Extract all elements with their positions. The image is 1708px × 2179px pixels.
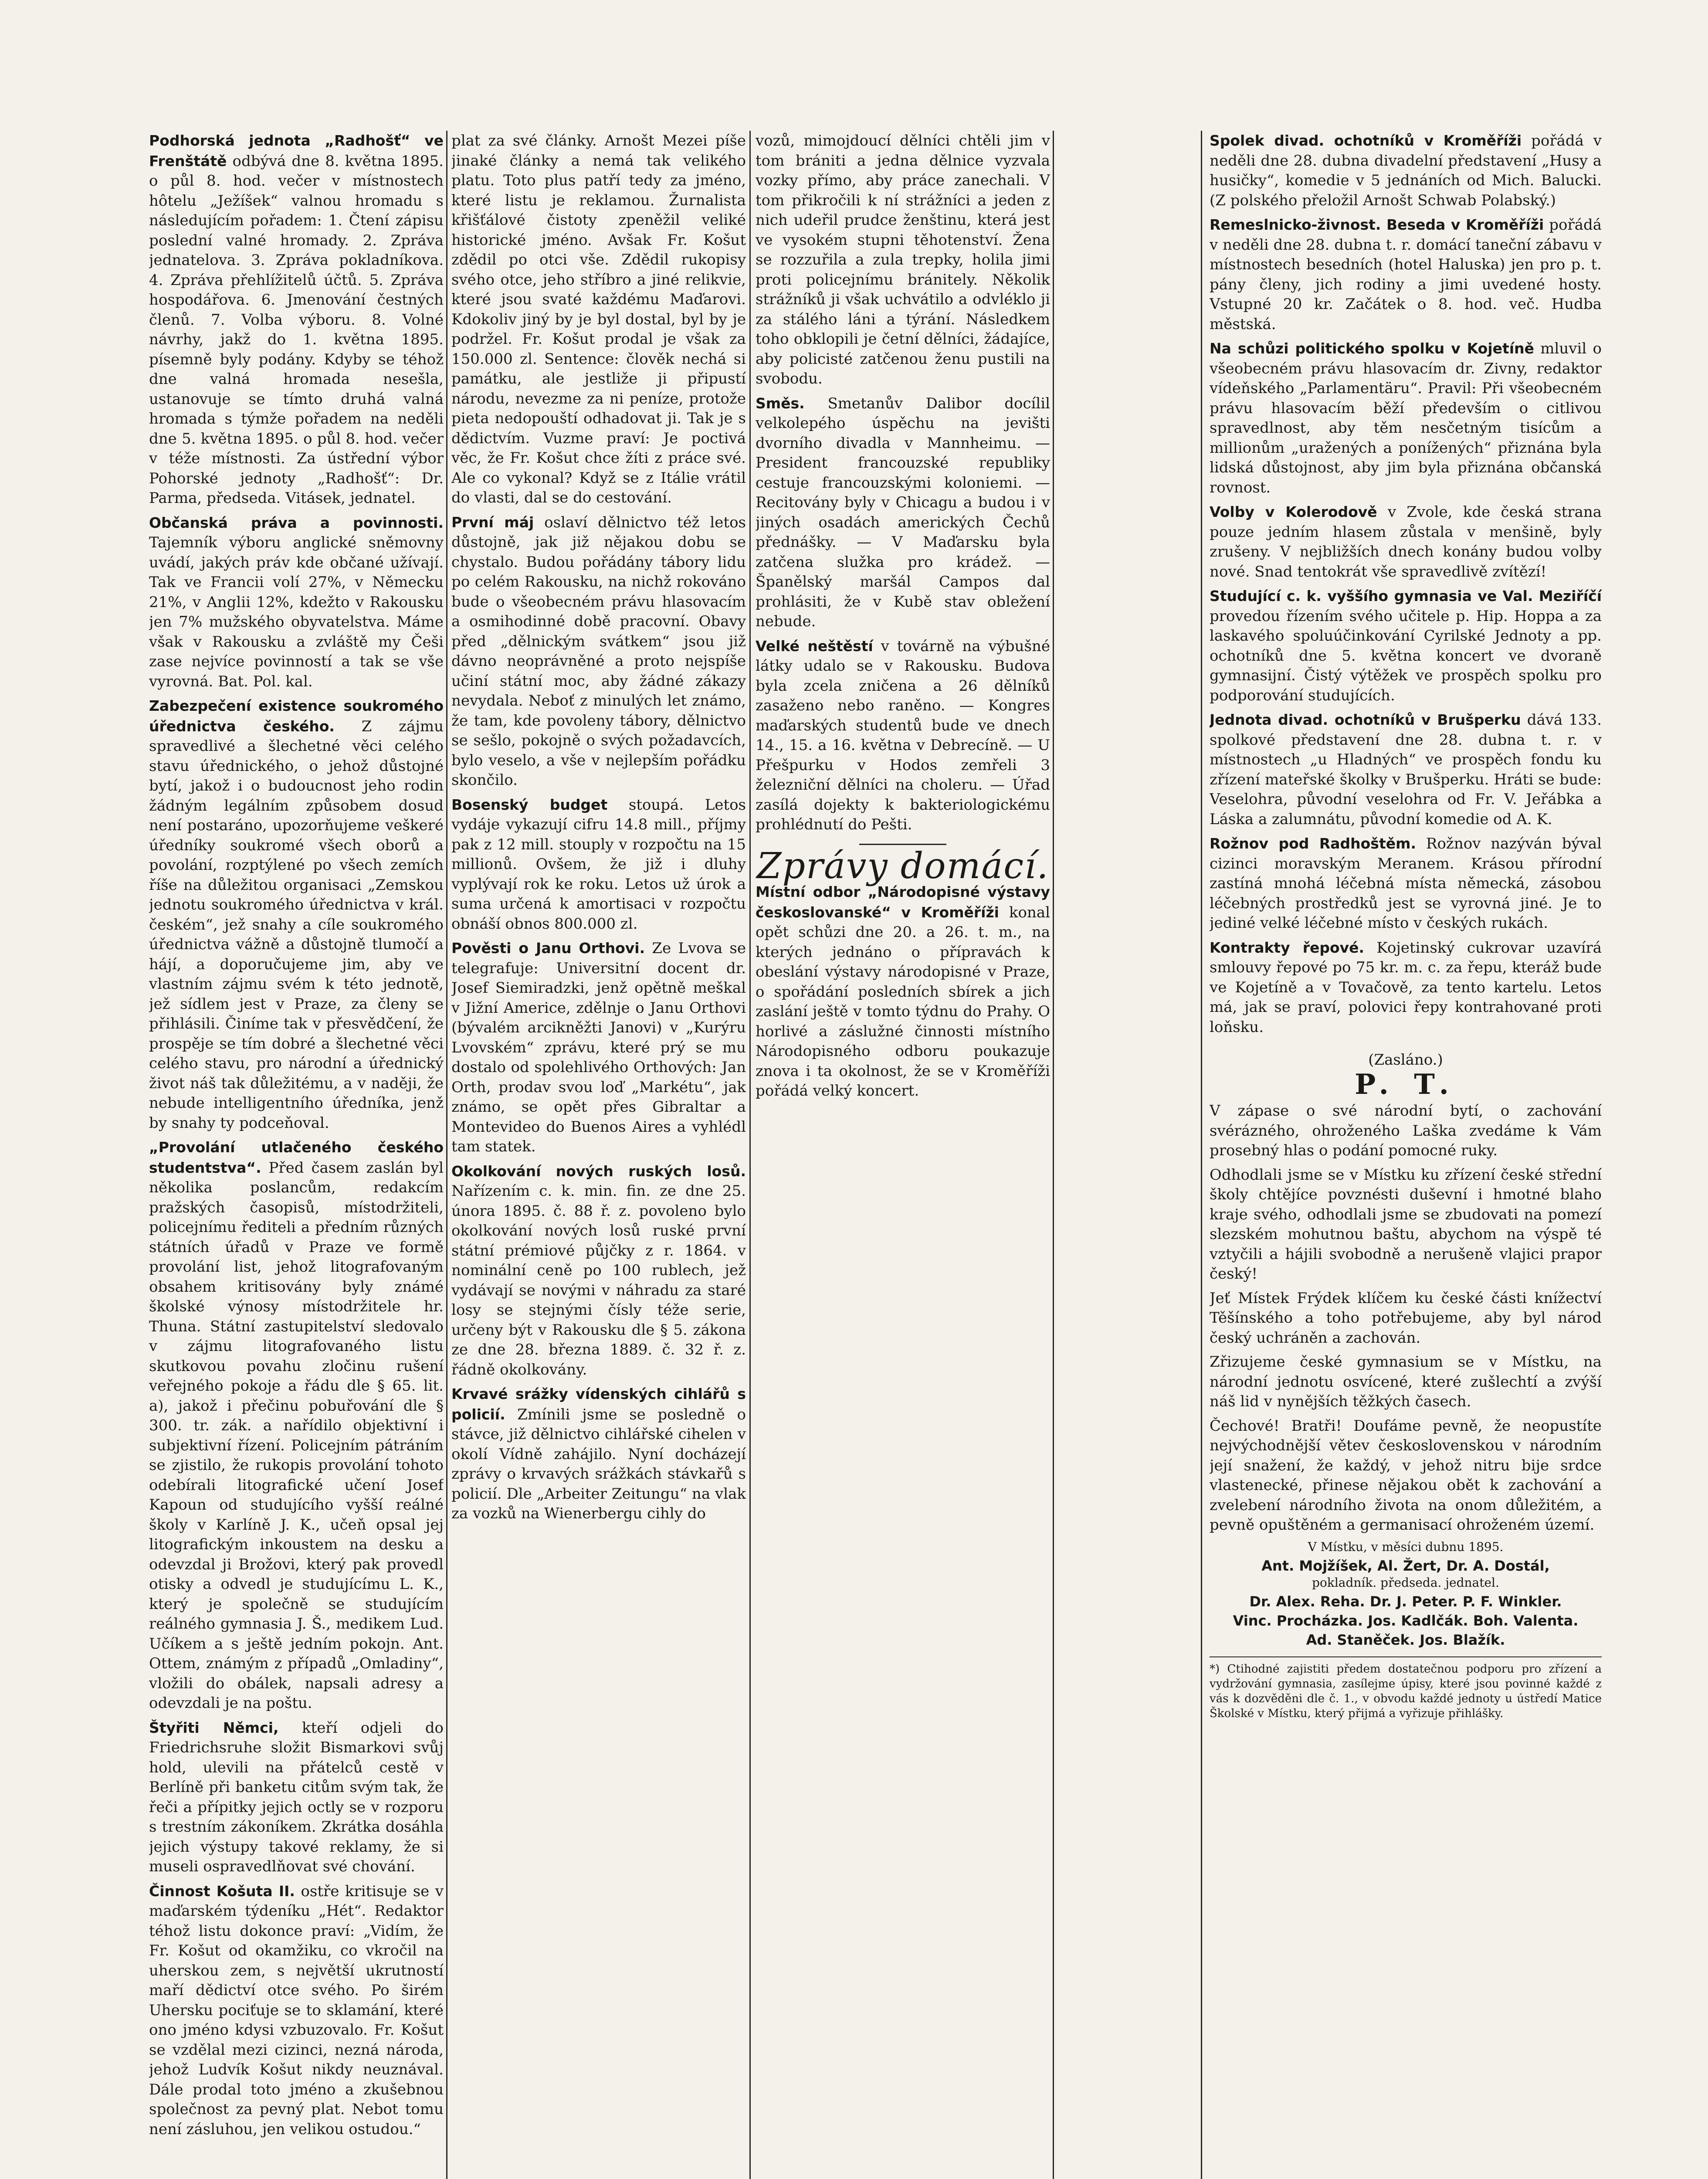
article-heading: Pověsti o Janu Orthovi. [451, 940, 645, 957]
zaslano-paragraph: V zápase o své národní bytí, o zachování svérázného, ohroženého Laška zvedáme k Vám prosebný hlas o podání pomocné ruky. [1210, 1102, 1602, 1159]
article-nestesti [756, 636, 1050, 835]
article-body: Nařízením c. k. min. fin. ze dne 25. února 1895. č. 88 ř. z. povoleno bylo okolkování nových losů ruské první státní prémiové půjčky z r. 1864. v nominální ceně po 100 rublech, jež vydávají se novými v náhradu za staré losy se stejnými čísly téže serie, určeny být v Rakousku dle § 5. zákona ze dne 28. března 1889. č. 32 ř. z. řádně okolkovány. [451, 1182, 746, 1378]
article-heading: Podhorská jednota „Radhošť“ ve Frenštátě [149, 132, 444, 170]
article-bosensky-budget [451, 795, 746, 934]
article-body: ostře kritisuje se v maďarském týdeníku „Hét“. Redaktor téhož listu dokonce praví: „Vidím, že Fr. Košut od okamžiku, co vkročil na uherskou zem, s největší ukrutností maří dědictví otce svého. Po širém Uhersku pociťuje se to sklamání, které ono jméno kdysi vzbuzovalo. Fr. Košut se vzdělal mezi cizinci, nezná národa, jehož Ludvík Košut nikdy neuznával. Dále prodal toto jméno a zkušebnou společnost za pevný plat. Nebot tomu není zásluhou, jen velikou ostudou.“ [149, 1882, 444, 2138]
signer-roles: pokladník. předseda. jednatel. [1312, 1575, 1499, 1590]
zaslano-paragraph: Zřizujeme české gymnasium se v Místku, na národní jednotu osvícené, které zušlechtí a zvýší náš lid v nynějších těžkých časech. [1210, 1353, 1602, 1410]
article-heading: Štyřiti Němci, [149, 1719, 279, 1736]
article-narodopisna-vystava [756, 882, 1050, 1101]
section-divider [859, 844, 946, 845]
article-body: odbývá dne 8. května 1895. o půl 8. hod. večer v místnostech hôtelu „Ježíšek“ valnou hromadu s následujícím pořadem: 1. Čtení zápisu poslední valné hromady. 2. Zpráva jednatelova. 3. Zpráva pokladníkova. 4. Zpráva přehlížitelů účtů. 5. Zpráva hospodářova. 6. Jmenování čestných členů. 7. Volba výboru. 8. Volné návrhy, jakž do 1. května 1895. písemně byly podány. Kdyby se téhož dne valná hromada nesešla, ustanovuje se tímto druhá valná hromada s týmže pořadem na neděli dne 5. května 1895. o půl 8. hod. večer v téže místnosti. Za ústřední výbor Pohorské jednoty „Radhošť“: Dr. Parma, předseda. Vitásek, jednatel. [149, 152, 444, 507]
article-heading: Kontrakty řepové. [1210, 939, 1365, 956]
article-studentstvo [149, 1137, 444, 1714]
column-4 [1210, 131, 1602, 2179]
article-nemci [149, 1718, 444, 1877]
article-body: Ze Lvova se telegrafuje: Universitní docent dr. Josef Siemiradzki, jenž opětně meškal v Jižní Americe, zdělnje o Janu Orthovi (bývalém arcikněžti Janovi) v „Kurýru Lvovském“ zprávu, které prý se mu dostalo od spolehlivého Orthových: Jan Orth, prodav svou loď „Markétu“, jak známo, se opět přes Gibraltar a Montevideo do Buenos Aires a vyhlédl tam statek. [451, 940, 746, 1155]
article-heading: Rožnov pod Radhoštěm. [1210, 835, 1417, 852]
article-prvni-maj [451, 513, 746, 791]
article-body: Před časem zaslán byl několika poslancům, redakcím pražských časopisů, místodržiteli, policejnímu řediteli a předním různých státních úřadů v Praze ve formě provolání list, jehož litografovaným obsahem kritisovány byly známé školské výnosy místodržitele hr. Thuna. Státní zastupitelství sledovalo v zájmu litografovaného listu skutkovou povahu zločinu rušení veřejného pokoje a řádu dle § 65. lit. a), jakož i přečinu pobuřování dle § 300. tr. zák. a nařídilo objektivní i subjektivní řízení. Policejním pátráním se zjistilo, že rukopis provolání tohoto odebírali litografické učení Josef Kapoun od studujícího vyšší reálné školy v Karlíně J. K., učeň opsal jej litografickým inkoustem na desku a odevzdal ji Brožovi, který pak provedl otisky a odvedl je studujícímu L. K., který je společně se studujícím reálného gymnasia J. Š., medikem Lud. Učíkem a s ještě jedním pokojn. Ant. Ottem, známým z případů „Omladiny“, vložili do obálek, napsali adresy a odevzdali je na poštu. [149, 1159, 444, 1712]
article-body: dává 133. spolkové představení dne 28. dubna t. r. v místnostech „u Hladných“ ve prospěch fondu ku zřízení mateřské školky v Brušperku. Hráti se bude: Veselohra, původní veselohra od Fr. V. Jeřábka a Láska a zalumnátu, původní komedie od A. K. [1210, 711, 1602, 828]
zaslano-place-date: V Místku, v měsíci dubnu 1895. [1308, 1539, 1504, 1554]
column-1 [149, 131, 444, 2179]
article-body: Tajemník výboru anglické sněmovny uvádí, jakých práv kde občané užívají. Tak ve Francii volí 27%, v Německu 21%, v Anglii 12%, kdežto v Rakousku jen 7% mužského obyvatelstva. Máme však v Rakousku a zvláště my Češi zase nejvíce povinností a tak se vše vyrovná. Bat. Pol. kal. [149, 534, 444, 690]
signer-line: Vinc. Procházka. Jos. Kadlčák. Boh. Valenta. [1233, 1612, 1579, 1629]
article-body: v továrně na výbušné látky udalo se v Rakousku. Budova byla zcela zničena a 26 dělníků zasaženo nebo raněno. — Kongres maďarských studentů bude ve dnech 14., 15. a 16. května v Debrecíně. — U Přešpurku v Hodos zemřeli 3 železniční dělníci na choleru. — Úřad zasílá dojekty k bakteriologickému prohlédnutí do Pešti. [756, 637, 1050, 833]
article-gymnasium-val-mezirici [1210, 586, 1602, 706]
column-rule [749, 131, 751, 2179]
article-heading: První máj [451, 513, 534, 531]
zaslano-label: (Zasláno.) [1368, 1051, 1443, 1069]
article-body: Kojetinský cukrovar uzavírá smlouvy řepové po 75 kr. m. c. za řepu, kteráž bude ve Kojetíně a v Tovačově, za tento kartelu. Letos má, jak se praví, polovici řepy kontrahované proti loňsku. [1210, 939, 1602, 1036]
article-heading: Jednota divad. ochotníků v Brušperku [1210, 711, 1521, 728]
article-body: Z zájmu spravedlivé a šlechetné věci celého stavu úřednického, o jehož důstojné bytí, jakož i o budoucnost jeho rodin žádným legálním způsobem dosud není postaráno, upozorňujeme veškeré úředníky soukromé všech oborů a povolání, rozptýlené po všech zemích říše na důležitou organisaci „Zemskou jednotu soukromého úřednictva v král. českém“, jež snahy a cíle soukromého úřednictva vážně a důstojně tlumočí a hájí, a doporučujeme jim, aby ve vlastním zájmu svém k této jednotě, jež sídlem jest v Praze, za členy se přihlásili. Činíme tak v přesvědčení, že prospěje se tím dobré a šlechetné věci celého stavu, pro národní a úřednický život náš tak důležitému, a v naději, že nebude intelligentního úředníka, jenž by snahy ty podceňoval. [149, 717, 444, 1132]
column-rule [1201, 131, 1202, 2179]
article-body: pořádá v neděli dne 28. dubna t. r. domácí taneční zábavu v místnostech besedních (hotel Haluska) jen pro p. t. pány členy, jich rodiny a jimi uvedené hosty. Vstupné 20 kr. Začátek o 8. hod. več. Hudba městská. [1210, 216, 1602, 333]
article-orth [451, 938, 746, 1157]
article-heading: Remeslnicko-živnost. Beseda v Kroměříži [1210, 216, 1544, 233]
article-body: vozů, mimojdoucí dělníci chtěli jim v tom brániti a jedna dělnice vyzvala vozky přímo, aby práce zanechali. V tom přikročili k ní strážníci a jeden z nich udeřil prudce ženštinu, která jest ve vysokém stupni těhotenství. Žena se rozzuřila a zula trepky, holila jimi proti policejnímu bránitely. Několik strážníků ji však uchvátilo a odvléklo ji za stálého láni a týrání. Následkem toho obklopili je četní dělníci, žádajíce, aby policisté zatčenou ženu pustili na svobodu. [756, 132, 1050, 387]
signer-line: Ad. Staněček. Jos. Blažík. [1306, 1631, 1505, 1648]
article-heading: Okolkování nových ruských losů. [451, 1162, 746, 1180]
article-heading: Zabezpečení existence soukromého úřednictva českého. [149, 697, 444, 735]
article-heading: Směs. [756, 394, 805, 412]
article-body: konal opět schůzi dne 20. a 26. t. m., na kterých jednáno o přípravách k obeslání výstavy národopisné v Praze, o spořádání posledních sbírek a jich zaslání ještě v tomto týdnu do Prahy. O horlivé a záslužné činnosti místního Národopisného odboru poukazuje znova i ta okolnost, že se v Kroměříži pořádá velký koncert. [756, 903, 1050, 1100]
signer-line: Ant. Mojžíšek, Al. Žert, Dr. A. Dostál, [1261, 1557, 1550, 1574]
section-heading-zpravy: Zprávy domácí. [756, 845, 1049, 887]
article-heading: Na schůzi politického spolku v Kojetíně [1210, 340, 1535, 357]
column-2 [451, 131, 746, 2179]
article-body: mluvil o všeobecném právu hlasovacím dr. Zivny, redaktor vídeňského „Parlamentäru“. Pravil: Při všeobecném právu hlasovacím běží především o citlivou spravedlnost, aby těm nesčetným tisícům a millionům „uražených a ponížených“ přiznána byla lidská důstojnost, aby jim byla přiznána občanská rovnost. [1210, 340, 1602, 496]
article-heading: Krvavé srážky vídenských cihlářů s policií. [451, 1385, 746, 1423]
signer-line: Dr. Alex. Reha. Dr. J. Peter. P. F. Winkler. [1249, 1593, 1562, 1610]
article-body: pořádá v neděli dne 28. dubna divadelní představení „Husy a husičky“, komedie v 5 jednáních od Mich. Balucki. (Z polského přeložil Arnošt Schwab Polabský.) [1210, 132, 1602, 209]
column-rule [1053, 131, 1054, 2179]
footnote: *) Ctihodné zajistiti předem dostatečnou podporu pro zřízení a vydržování gymnasia, zasílejme úpisy, které jsou povinné každé z vás k dozvěděni dle č. 1., v obvodu každé jednoty u ústředí Matice Školské v Místku, který přijmá a vyřizuje přihlášky. [1210, 1656, 1602, 1721]
article-smes [756, 394, 1050, 632]
zaslano-paragraph: Čechové! Bratři! Doufáme pevně, že neopustíte nejvýchodnější větev československou v národním její snažení, že každý, v jehož nitru bije srdce vlastenecké, přinese nějakou obět k zachování a zvelebení národního života na onom důležitém, a pevně opuštěném a germanisací ohroženém území. [1210, 1417, 1602, 1534]
article-body: plat za své články. Arnošt Mezei píše jinaké články a nemá tak velikého platu. Toto plus patří tedy za jméno, které listu je reklamou. Žurnalista křišťálové čistoty zpeněžil veliké historické jméno. Avšak Fr. Košut zdědil po otci vše. Zdědil rukopisy svého otce, jeho stříbro a jiné relikvie, které jsou svaté každému Maďarovi. Kdokoliv jiný by je byl dostal, byl by je podržel. Fr. Košut prodal je však za 150.000 zl. Sentence: člověk nechá si památku, ale jestliže ji připustí národu, nevezme za ni peníze, protože pieta nedopouští odhadovat ji. Tak je s dědictvím. Vuzme praví: Je poctivá věc, že Fr. Košut chce žíti z práce své. Ale co vykonal? Když se z Itálie vrátil do vlasti, dal se do cestování. [451, 132, 746, 506]
article-heading: Studující c. k. vyššího gymnasia ve Val. Meziříčí [1210, 587, 1602, 604]
article-uradnictvo [149, 696, 444, 1133]
article-body: Rožnov nazýván býval cizinci moravským Meranem. Krásou přírodní zastíná mnohá léčebná místa německá, zásobou léčebných prostředků jest se vyrovná jiné. Je to jediné velké léčebné místo v českých rukách. [1210, 835, 1602, 932]
article-body: stoupá. Letos vydáje vykazují cifru 14.8 mill., příjmy pak z 12 mill. stouply v rozpočtu na 15 millionů. Ovšem, že již i dluhy vyplývají rok ke roku. Letos už úrok a suma určená k amortisaci v rozpočtu obnáší obnos 800.000 zl. [451, 796, 746, 933]
article-radhost [149, 131, 444, 509]
article-roznov [1210, 834, 1602, 933]
article-volby [1210, 502, 1602, 582]
zaslano-paragraph: Odhodlali jsme se v Místku ku zřízení české střední školy chtějíce povznésti duševní i hmotné blaho kraje svého, odhodlali jsme se zbudovati na pomezí slezském mohutnou baštu, abychom na výspě té vztyčili a hájili svobodně a nerušeně vlajici prapor český! [1210, 1166, 1602, 1283]
article-body: provedou řízením svého učitele p. Hip. Hoppa a za laskavého spoluúčinkování Cyrilské Jednoty a pp. ochotníků dne 5. května koncert ve dvoraně gymnasijní. Čistý výtěžek ve prospěch spolku pro podporování studujících. [1210, 607, 1602, 704]
article-body: kteří odjeli do Friedrichsruhe složit Bismarkovi svůj hold, ulevili na přátelců cestě v Berlíně při banketu citům svým tak, že řeči a přípitky jejich octly se v rozporu s trestním zákoníkem. Zkrátka dosáhla jejich výstupy takové reklamy, že si museli ospravedlňovat své chování. [149, 1719, 444, 1875]
article-kosut-cont [451, 131, 746, 508]
article-ruske-losy [451, 1161, 746, 1380]
article-kosut [149, 1881, 444, 2140]
article-kontrakty [1210, 938, 1602, 1038]
article-brusperk [1210, 710, 1602, 829]
article-cihlari [451, 1384, 746, 1524]
article-cihlari-cont [756, 131, 1050, 389]
article-heading: Velké neštěstí [756, 637, 873, 655]
zaslano-paragraph: Jeť Místek Frýdek klíčem ku české části knížectví Těšínského a toho potřebujeme, aby byl národ český uchráněn a zachován. [1210, 1289, 1602, 1347]
article-body: oslaví dělnictvo též letos důstojně, jak již nějakou dobu se chystalo. Budou pořádány tábory lidu po celém Rakousku, na nichž rokováno bude o všeobecném právu hlasovacím a osmihodinné době pracovní. Obavy před „dělnickým svátkem“ jsou již dávno neoprávněné a proto nejspíše učiní státní moc, aby žádné zákazy nevydala. Neboť z minulých let známo, že tam, kde povoleny tábory, dělnictvo se sešlo, pokojně o svých požadavcích, bylo veselo, a vše v nejlepším pořádku skončilo. [451, 513, 746, 789]
article-heading: „Provolání utlačeného českého studentstva“. [149, 1139, 444, 1176]
article-divad-ochotnici [1210, 131, 1602, 210]
column-3 [756, 131, 1050, 2179]
article-heading: Občanská práva a povinnosti. [149, 514, 444, 531]
column-rule [446, 131, 447, 2179]
article-body: Zmínili jsme se posledně o stávce, již dělnictvo cihlářské cihelen v okolí Vídně zahájilo. Nyní docházejí zprávy o krvavých srážkách stávkařů s policií. Dle „Arbeiter Zeitungu“ na vlak za vozků na Wienerbergu cihly do [451, 1405, 746, 1522]
article-heading: Spolek divad. ochotníků v Kroměříži [1210, 132, 1522, 149]
article-heading: Volby v Kolerodově [1210, 503, 1377, 520]
article-kojetin [1210, 339, 1602, 498]
article-beseda [1210, 215, 1602, 334]
article-heading: Bosenský budget [451, 796, 608, 813]
article-heading: Místní odbor „Národopisné výstavy českoslovanské“ v Kroměříži [756, 883, 1050, 921]
article-body: Smetanův Dalibor docílil velkolepého úspěchu na jevišti dvorního divadla v Mannheimu. — President francouzské republiky cestuje francouzskými koloniemi. — Recitovány byly v Chicagu a budou i v jiných osadách amerických Čechů přednášky. — V Maďarsku byla zatčena služka pro krádež. — Španělský maršál Campos dal prohlásiti, že v Kubě stav obležení nebude. [756, 394, 1050, 630]
article-body: v Zvole, kde česká strana pouze jedním hlasem zůstala v menšině, byly zrušeny. V nejbližších dnech konány budou volby nové. Snad tentokrát vše spravedlivě zvítězí! [1210, 503, 1602, 580]
article-heading: Činnost Košuta II. [149, 1882, 295, 1900]
zaslano-title: P. T. [1355, 1068, 1457, 1101]
article-obcanska-prava [149, 513, 444, 692]
